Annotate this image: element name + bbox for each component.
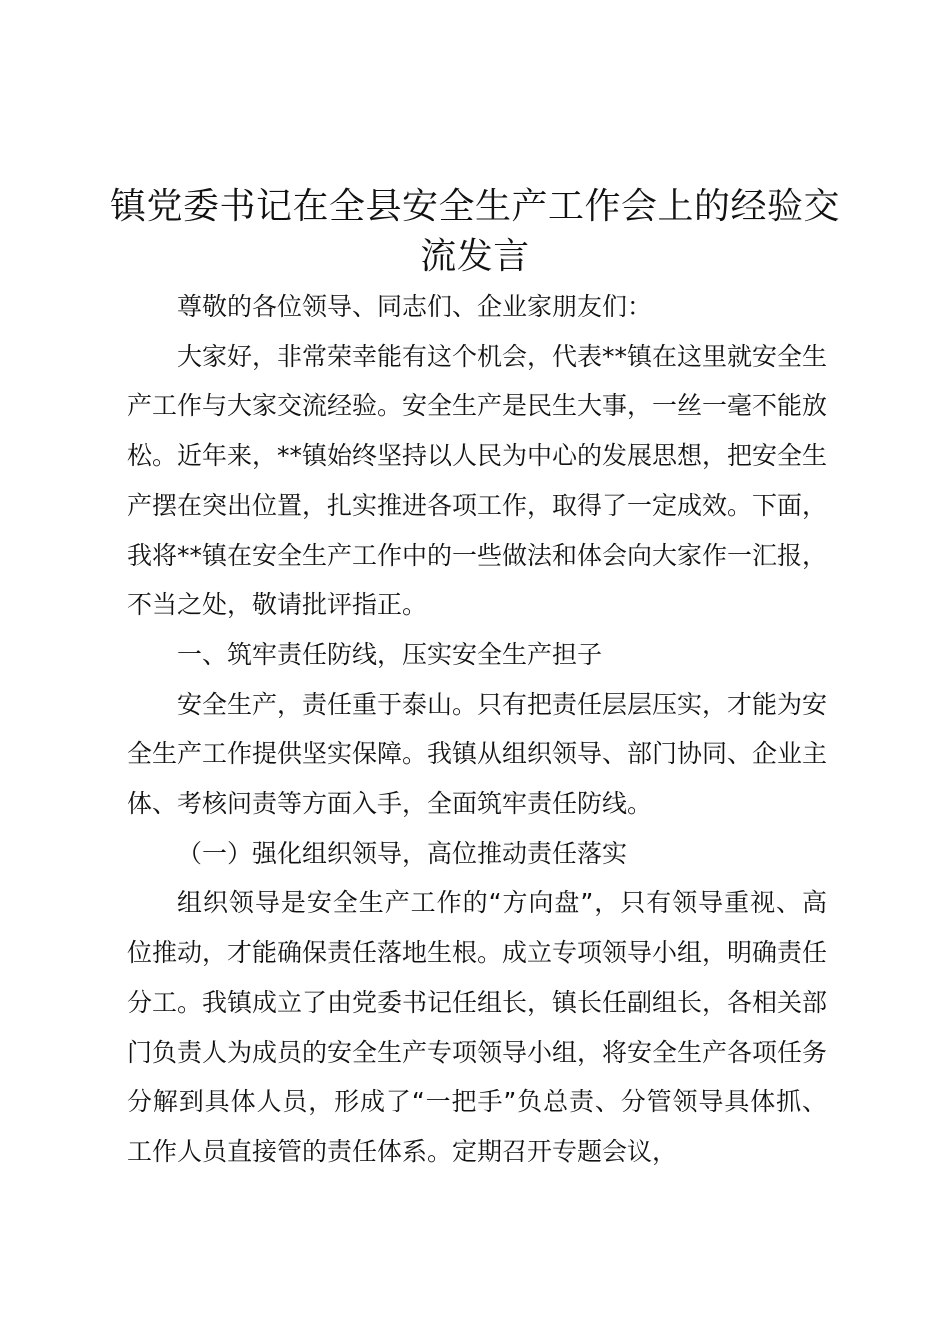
document-title xyxy=(110,182,840,282)
section-heading: 一、筑牢责任防线，压实安全生产担子 xyxy=(177,639,603,669)
title-line-1: 镇党委书记在全县安全生产工作会上的经验交 xyxy=(110,186,841,227)
subsection-heading: （一）强化组织领导，高位推动责任落实 xyxy=(177,838,628,868)
document-body xyxy=(127,282,827,1177)
body-paragraph: 安全生产，责任重于泰山。只有把责任层层压实，才能为安全生产工作提供坚实保障。我镇从组织领导、部门协同、企业主体、考核问责等方面入手，全面筑牢责任防线。 xyxy=(127,689,828,819)
body-paragraph: 大家好，非常荣幸能有这个机会，代表**镇在这里就安全生产工作与大家交流经验。安全生产是民生大事，一丝一毫不能放松。近年来，**镇始终坚持以人民为中心的发展思想，把安全生产摆在突出位置，扎实推进各项工作，取得了一定成效。下面，我将**镇在安全生产工作中的一些做法和体会向大家作一汇报，不当之处，敬请批评指正。 xyxy=(127,341,828,620)
salutation: 尊敬的各位领导、同志们、企业家朋友们： xyxy=(177,292,653,321)
title-line-2: 流发言 xyxy=(420,236,530,277)
body-paragraph: 组织领导是安全生产工作的“方向盘”，只有领导重视、高位推动，才能确保责任落地生根。成立专项领导小组，明确责任分工。我镇成立了由党委书记任组长，镇长任副组长，各相关部门负责人为成员的安全生产专项领导小组，将安全生产各项任务分解到具体人员，形成了“一把手”负总责、分管领导具体抓、工作人员直接管的责任体系。定期召开专题会议， xyxy=(127,888,828,1166)
